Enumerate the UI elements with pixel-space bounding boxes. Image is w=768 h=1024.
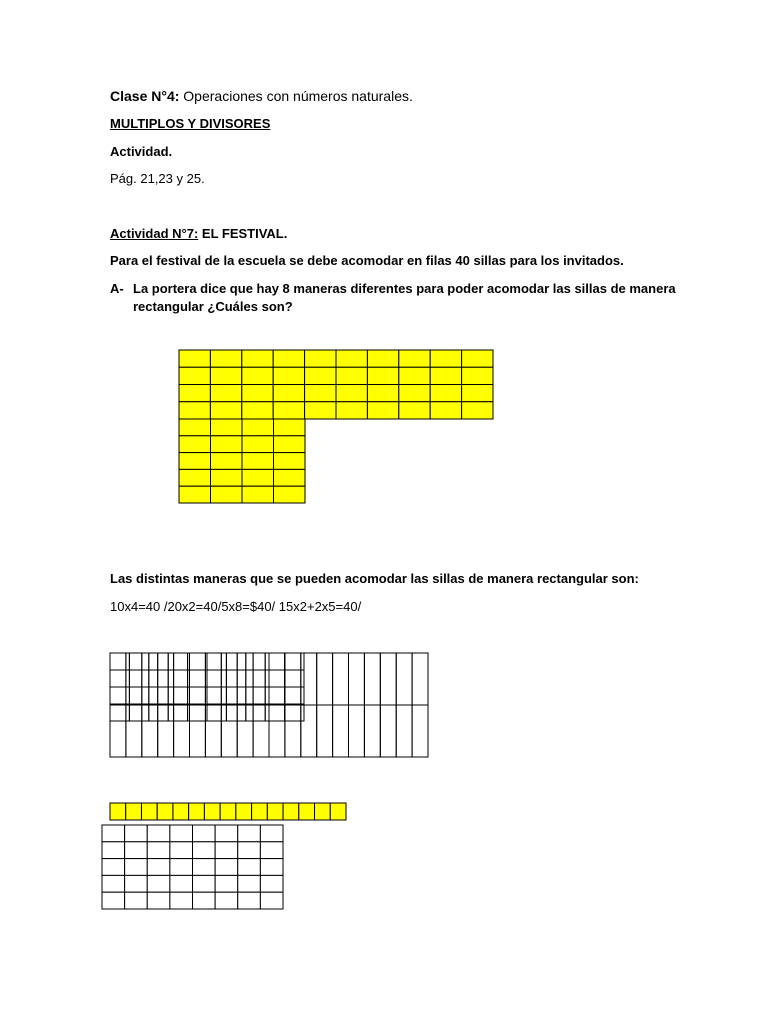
yellow-top-cell xyxy=(305,402,336,419)
white-8x5-cell xyxy=(102,825,125,842)
yellow-top-cell xyxy=(242,385,273,402)
yellow-top-cell xyxy=(336,385,367,402)
white-20x2-cell xyxy=(301,705,317,757)
white-20x2-cell xyxy=(158,653,174,705)
yellow-top-cell xyxy=(305,367,336,384)
yellow-strip-cell xyxy=(252,803,268,820)
yellow-grid-4x5 xyxy=(179,419,305,503)
yellow-top-cell xyxy=(367,367,398,384)
yellow-top-cell xyxy=(430,350,461,367)
yellow-top-cell xyxy=(305,350,336,367)
overlay-10x4-cell xyxy=(265,653,284,670)
overlay-10x4-cell xyxy=(110,670,129,687)
pages-reference: Pág. 21,23 y 25. xyxy=(110,171,205,186)
yellow-strip-cell xyxy=(299,803,315,820)
overlay-10x4-cell xyxy=(168,670,187,687)
white-8x5-cell xyxy=(215,825,238,842)
yellow-top-cell xyxy=(273,350,304,367)
yellow-left-cell xyxy=(211,469,243,486)
activity7-label: Actividad N°7: xyxy=(110,226,199,241)
yellow-top-cell xyxy=(242,367,273,384)
white-8x5-cell xyxy=(102,892,125,909)
yellow-top-cell xyxy=(242,350,273,367)
white-20x2-cell xyxy=(380,705,396,757)
overlay-10x4-cell xyxy=(226,670,245,687)
white-8x5-cell xyxy=(147,892,170,909)
yellow-top-cell xyxy=(367,402,398,419)
yellow-left-cell xyxy=(211,486,243,503)
white-8x5-cell xyxy=(147,842,170,859)
white-20x2-cell xyxy=(205,705,221,757)
overlay-10x4-cell xyxy=(188,653,207,670)
white-8x5-cell xyxy=(125,859,148,876)
white-20x2-cell xyxy=(285,653,301,705)
yellow-strip-cell xyxy=(283,803,299,820)
white-20x2-cell xyxy=(333,653,349,705)
white-20x2-cell xyxy=(380,653,396,705)
yellow-top-cell xyxy=(367,350,398,367)
yellow-top-cell xyxy=(210,350,241,367)
yellow-left-cell xyxy=(242,486,274,503)
white-8x5-cell xyxy=(215,892,238,909)
overlay-10x4-cell xyxy=(129,653,148,670)
white-20x2-cell xyxy=(237,653,253,705)
white-8x5-cell xyxy=(193,892,216,909)
white-8x5-cell xyxy=(238,892,261,909)
white-20x2-cell xyxy=(253,705,269,757)
white-8x5-cell xyxy=(125,842,148,859)
yellow-top-cell xyxy=(462,367,493,384)
white-8x5-cell xyxy=(102,859,125,876)
white-20x2-cell xyxy=(110,705,126,757)
yellow-top-cell xyxy=(430,367,461,384)
yellow-left-cell xyxy=(242,469,274,486)
overlay-10x4-cell xyxy=(265,687,284,704)
overlay-10x4-cell xyxy=(265,704,284,721)
yellow-strip-cell xyxy=(204,803,220,820)
yellow-strip-cell xyxy=(315,803,331,820)
yellow-left-cell xyxy=(274,453,306,470)
yellow-top-cell xyxy=(430,402,461,419)
yellow-left-cell xyxy=(274,486,306,503)
overlay-10x4-cell xyxy=(188,687,207,704)
yellow-strip-cell xyxy=(220,803,236,820)
white-20x2-cell xyxy=(269,653,285,705)
overlay-10x4-cell xyxy=(149,653,168,670)
white-20x2-cell xyxy=(205,653,221,705)
yellow-top-cell xyxy=(336,402,367,419)
yellow-strip-cell xyxy=(189,803,205,820)
white-8x5-cell xyxy=(125,875,148,892)
white-8x5-cell xyxy=(147,859,170,876)
white-20x2-cell xyxy=(317,705,333,757)
yellow-top-cell xyxy=(305,385,336,402)
overlay-10x4-cell xyxy=(149,704,168,721)
white-20x2-cell xyxy=(190,653,206,705)
intro-text: Para el festival de la escuela se debe acomodar en filas 40 sillas para los invitados. xyxy=(110,253,624,268)
yellow-left-cell xyxy=(242,419,274,436)
yellow-top-cell xyxy=(179,402,210,419)
white-8x5-cell xyxy=(147,825,170,842)
yellow-strip-cell xyxy=(126,803,142,820)
white-20x2-cell xyxy=(301,653,317,705)
white-20x2-cell xyxy=(412,653,428,705)
yellow-top-cell xyxy=(179,350,210,367)
overlay-10x4-cell xyxy=(246,704,265,721)
white-8x5-cell xyxy=(215,842,238,859)
white-20x2-cell xyxy=(349,653,365,705)
yellow-left-cell xyxy=(179,453,211,470)
yellow-top-cell xyxy=(210,367,241,384)
question-line-2: rectangular ¿Cuáles son? xyxy=(133,299,293,314)
yellow-top-cell xyxy=(336,350,367,367)
overlay-10x4-cell xyxy=(168,653,187,670)
overlay-10x4-cell xyxy=(207,653,226,670)
yellow-top-cell xyxy=(273,385,304,402)
yellow-grid-10x4 xyxy=(179,350,493,419)
white-8x5-cell xyxy=(260,875,283,892)
white-20x2-cell xyxy=(333,705,349,757)
yellow-top-cell xyxy=(179,385,210,402)
question-marker: A- xyxy=(110,281,124,296)
white-20x2-cell xyxy=(237,705,253,757)
yellow-top-cell xyxy=(399,350,430,367)
yellow-left-cell xyxy=(211,453,243,470)
white-8x5-cell xyxy=(193,859,216,876)
yellow-left-cell xyxy=(274,469,306,486)
yellow-top-cell xyxy=(462,350,493,367)
white-8x5-cell xyxy=(238,842,261,859)
yellow-strip-cell xyxy=(330,803,346,820)
white-20x2-cell xyxy=(364,705,380,757)
white-20x2-cell xyxy=(412,705,428,757)
white-8x5-cell xyxy=(102,875,125,892)
white-8x5-cell xyxy=(147,875,170,892)
yellow-top-cell xyxy=(210,402,241,419)
overlay-10x4-cell xyxy=(207,704,226,721)
yellow-left-cell xyxy=(179,486,211,503)
yellow-strip-cell xyxy=(141,803,157,820)
yellow-left-cell xyxy=(274,436,306,453)
overlay-10x4-cell xyxy=(188,670,207,687)
overlay-10x4-cell xyxy=(246,687,265,704)
overlay-10x4-cell xyxy=(246,653,265,670)
white-20x2-cell xyxy=(142,653,158,705)
question-text-1: La portera dice que hay 8 maneras diferentes para poder acomodar las sillas de manera xyxy=(133,281,676,296)
yellow-strip-cell xyxy=(157,803,173,820)
white-20x2-cell xyxy=(126,705,142,757)
overlay-10x4-cell xyxy=(265,670,284,687)
activity-label: Actividad. xyxy=(110,144,173,159)
white-20x2-cell xyxy=(285,705,301,757)
white-8x5-cell xyxy=(193,825,216,842)
yellow-strip-cell xyxy=(110,803,126,820)
white-20x2-cell xyxy=(364,653,380,705)
yellow-top-cell xyxy=(399,385,430,402)
yellow-left-cell xyxy=(211,436,243,453)
yellow-left-cell xyxy=(211,419,243,436)
yellow-left-cell xyxy=(179,469,211,486)
white-grid-20x2 xyxy=(110,653,428,757)
white-8x5-cell xyxy=(215,859,238,876)
white-8x5-cell xyxy=(238,825,261,842)
overlay-10x4-cell xyxy=(129,687,148,704)
white-grid-8x5 xyxy=(102,825,283,909)
white-20x2-cell xyxy=(221,653,237,705)
answer-intro: Las distintas maneras que se pueden acomodar las sillas de manera rectangular son: xyxy=(110,571,639,586)
white-8x5-cell xyxy=(215,875,238,892)
white-20x2-cell xyxy=(190,705,206,757)
overlay-10x4-cell xyxy=(129,670,148,687)
white-8x5-cell xyxy=(238,859,261,876)
white-8x5-cell xyxy=(260,825,283,842)
class-title: Operaciones con números naturales. xyxy=(179,88,413,104)
overlay-10x4-cell xyxy=(110,653,129,670)
yellow-top-cell xyxy=(462,402,493,419)
white-8x5-cell xyxy=(238,875,261,892)
white-8x5-cell xyxy=(170,892,193,909)
yellow-top-cell xyxy=(273,402,304,419)
white-8x5-cell xyxy=(260,842,283,859)
yellow-top-cell xyxy=(336,367,367,384)
overlay-10x4-cell xyxy=(110,687,129,704)
overlay-10x4-cell xyxy=(226,704,245,721)
activity7-title: EL FESTIVAL. xyxy=(198,226,288,241)
yellow-strip-cell xyxy=(173,803,189,820)
yellow-left-cell xyxy=(179,436,211,453)
white-20x2-cell xyxy=(221,705,237,757)
yellow-top-cell xyxy=(179,367,210,384)
white-20x2-cell xyxy=(396,653,412,705)
white-8x5-cell xyxy=(193,875,216,892)
overlay-10x4-cell xyxy=(149,687,168,704)
yellow-left-cell xyxy=(242,453,274,470)
overlay-10x4-cell xyxy=(246,670,265,687)
yellow-strip-cell xyxy=(236,803,252,820)
white-20x2-cell xyxy=(158,705,174,757)
yellow-strip-15x1 xyxy=(110,803,346,820)
yellow-top-cell xyxy=(430,385,461,402)
yellow-left-cell xyxy=(179,419,211,436)
white-20x2-cell xyxy=(349,705,365,757)
section-title: MULTIPLOS Y DIVISORES xyxy=(110,116,271,131)
white-8x5-cell xyxy=(193,842,216,859)
white-8x5-cell xyxy=(260,892,283,909)
yellow-top-cell xyxy=(399,367,430,384)
white-20x2-cell xyxy=(396,705,412,757)
yellow-top-cell xyxy=(242,402,273,419)
white-8x5-cell xyxy=(125,825,148,842)
yellow-top-cell xyxy=(273,367,304,384)
white-20x2-cell xyxy=(110,653,126,705)
overlay-10x4-cell xyxy=(168,704,187,721)
white-8x5-cell xyxy=(102,842,125,859)
white-20x2-cell xyxy=(253,653,269,705)
yellow-top-cell xyxy=(462,385,493,402)
overlay-10x4-cell xyxy=(129,704,148,721)
yellow-left-cell xyxy=(242,436,274,453)
white-20x2-cell xyxy=(269,705,285,757)
overlay-10x4-cell xyxy=(110,704,129,721)
white-20x2-cell xyxy=(317,653,333,705)
white-8x5-cell xyxy=(170,859,193,876)
overlay-10x4-cell xyxy=(207,670,226,687)
white-8x5-cell xyxy=(170,842,193,859)
answer-text: 10x4=40 /20x2=40/5x8=$40/ 15x2+2x5=40/ xyxy=(110,599,362,614)
white-20x2-cell xyxy=(126,653,142,705)
overlay-10x4-cell xyxy=(207,687,226,704)
yellow-top-cell xyxy=(399,402,430,419)
overlay-10x4-cell xyxy=(226,687,245,704)
white-8x5-cell xyxy=(125,892,148,909)
class-label: Clase N°4: xyxy=(110,88,180,104)
overlay-10x4-cell xyxy=(226,653,245,670)
white-20x2-cell xyxy=(142,705,158,757)
yellow-left-cell xyxy=(274,419,306,436)
yellow-top-cell xyxy=(210,385,241,402)
overlay-10x4-cell xyxy=(188,704,207,721)
white-8x5-cell xyxy=(260,859,283,876)
white-8x5-cell xyxy=(170,825,193,842)
overlay-grid-10x4 xyxy=(110,653,304,721)
yellow-strip-cell xyxy=(267,803,283,820)
white-8x5-cell xyxy=(170,875,193,892)
overlay-10x4-cell xyxy=(168,687,187,704)
overlay-10x4-cell xyxy=(149,670,168,687)
yellow-top-cell xyxy=(367,385,398,402)
